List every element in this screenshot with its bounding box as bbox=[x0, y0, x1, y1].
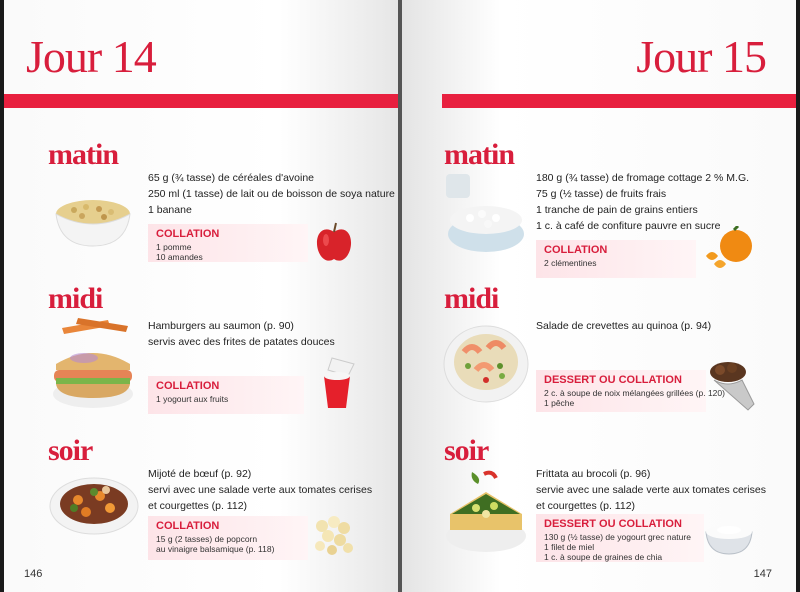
header-band bbox=[4, 94, 398, 108]
food-line: 250 ml (1 tasse) de lait ou de boisson de soya nature bbox=[148, 188, 395, 200]
collation-item: 1 yogourt aux fruits bbox=[156, 394, 229, 404]
collation-items bbox=[544, 532, 691, 562]
collation-title: DESSERT OU COLLATION bbox=[544, 518, 682, 530]
collation-title: COLLATION bbox=[156, 520, 220, 532]
clementines-photo bbox=[698, 226, 756, 272]
header-band bbox=[442, 94, 796, 108]
collation-title: COLLATION bbox=[156, 380, 220, 392]
soir-food-list bbox=[536, 466, 766, 514]
collation-box-matin bbox=[148, 224, 308, 262]
page-number: 147 bbox=[753, 568, 772, 580]
collation-items bbox=[544, 388, 725, 408]
collation-title: COLLATION bbox=[544, 244, 608, 256]
food-line: 75 g (½ tasse) de fruits frais bbox=[536, 188, 667, 200]
day-title: Jour 15 bbox=[636, 31, 766, 82]
food-line: 1 banane bbox=[148, 204, 192, 216]
beef-stew-photo bbox=[48, 466, 140, 538]
yogurt-cup-photo bbox=[314, 354, 360, 412]
apple-photo bbox=[314, 220, 354, 264]
shrimp-quinoa-salad-photo bbox=[442, 318, 530, 406]
food-line: servis avec des frites de patates douces bbox=[148, 336, 335, 348]
collation-item: 15 g (2 tasses) de popcorn bbox=[156, 534, 258, 544]
greek-yogurt-bowl-photo bbox=[704, 520, 754, 556]
collation-item: 10 amandes bbox=[156, 252, 203, 262]
food-line: Salade de crevettes au quinoa (p. 94) bbox=[536, 320, 712, 332]
midi-food-list bbox=[536, 318, 711, 334]
collation-items bbox=[156, 394, 228, 404]
midi-food-list bbox=[148, 318, 335, 350]
cottage-cheese-photo bbox=[442, 172, 526, 258]
collation-item: au vinaigre balsamique (p. 118) bbox=[156, 544, 275, 554]
soir-food-list bbox=[148, 466, 372, 514]
nuts-in-spoon-photo bbox=[704, 358, 760, 414]
collation-items bbox=[544, 258, 596, 268]
food-line: 1 tranche de pain de grains entiers bbox=[536, 204, 698, 216]
food-line: Hamburgers au saumon (p. 90) bbox=[148, 320, 294, 332]
popcorn-photo bbox=[310, 512, 356, 556]
food-line: Mijoté de bœuf (p. 92) bbox=[148, 468, 252, 480]
section-title-matin: matin bbox=[444, 138, 514, 171]
food-line: servi avec une salade verte aux tomates cerises bbox=[148, 484, 373, 496]
matin-food-list bbox=[536, 170, 749, 234]
collation-box-matin bbox=[536, 240, 696, 278]
section-title-midi: midi bbox=[444, 282, 499, 315]
collation-box-soir bbox=[536, 514, 704, 562]
food-line: servie avec une salade verte aux tomates cerises bbox=[536, 484, 766, 496]
food-line: Frittata au brocoli (p. 96) bbox=[536, 468, 651, 480]
broccoli-frittata-photo bbox=[442, 470, 530, 556]
collation-item: 1 pêche bbox=[544, 398, 575, 408]
collation-item: 1 pomme bbox=[156, 242, 192, 252]
matin-food-list bbox=[148, 170, 395, 218]
section-title-matin: matin bbox=[48, 138, 118, 171]
section-title-soir: soir bbox=[444, 434, 489, 467]
collation-item: 2 c. à soupe de noix mélangées grillées (p. 120) bbox=[544, 388, 725, 398]
collation-box-soir bbox=[148, 516, 308, 560]
right-page bbox=[402, 0, 796, 592]
collation-box-midi bbox=[536, 370, 725, 412]
salmon-burger-photo bbox=[48, 316, 138, 412]
food-line: 65 g (¾ tasse) de céréales d'avoine bbox=[148, 172, 315, 184]
cereal-bowl-photo bbox=[54, 188, 132, 250]
food-line: et courgettes (p. 112) bbox=[536, 500, 636, 512]
section-title-soir: soir bbox=[48, 434, 93, 467]
collation-title: DESSERT OU COLLATION bbox=[544, 374, 682, 386]
food-line: 1 c. à café de confiture pauvre en sucre bbox=[536, 220, 721, 232]
food-line: 180 g (¾ tasse) de fromage cottage 2 % M.G. bbox=[536, 172, 750, 184]
collation-item: 1 filet de miel bbox=[544, 542, 595, 552]
page-number: 146 bbox=[24, 568, 43, 580]
collation-items bbox=[156, 242, 203, 262]
collation-item: 1 c. à soupe de graines de chia bbox=[544, 552, 663, 562]
food-line: et courgettes (p. 112) bbox=[148, 500, 248, 512]
collation-items bbox=[156, 534, 274, 554]
collation-item: 2 clémentines bbox=[544, 258, 597, 268]
collation-title: COLLATION bbox=[156, 228, 220, 240]
left-page bbox=[4, 0, 398, 592]
section-title-midi: midi bbox=[48, 282, 103, 315]
collation-item: 130 g (½ tasse) de yogourt grec nature bbox=[544, 532, 691, 542]
collation-box-midi bbox=[148, 376, 304, 414]
day-title: Jour 14 bbox=[26, 31, 156, 82]
